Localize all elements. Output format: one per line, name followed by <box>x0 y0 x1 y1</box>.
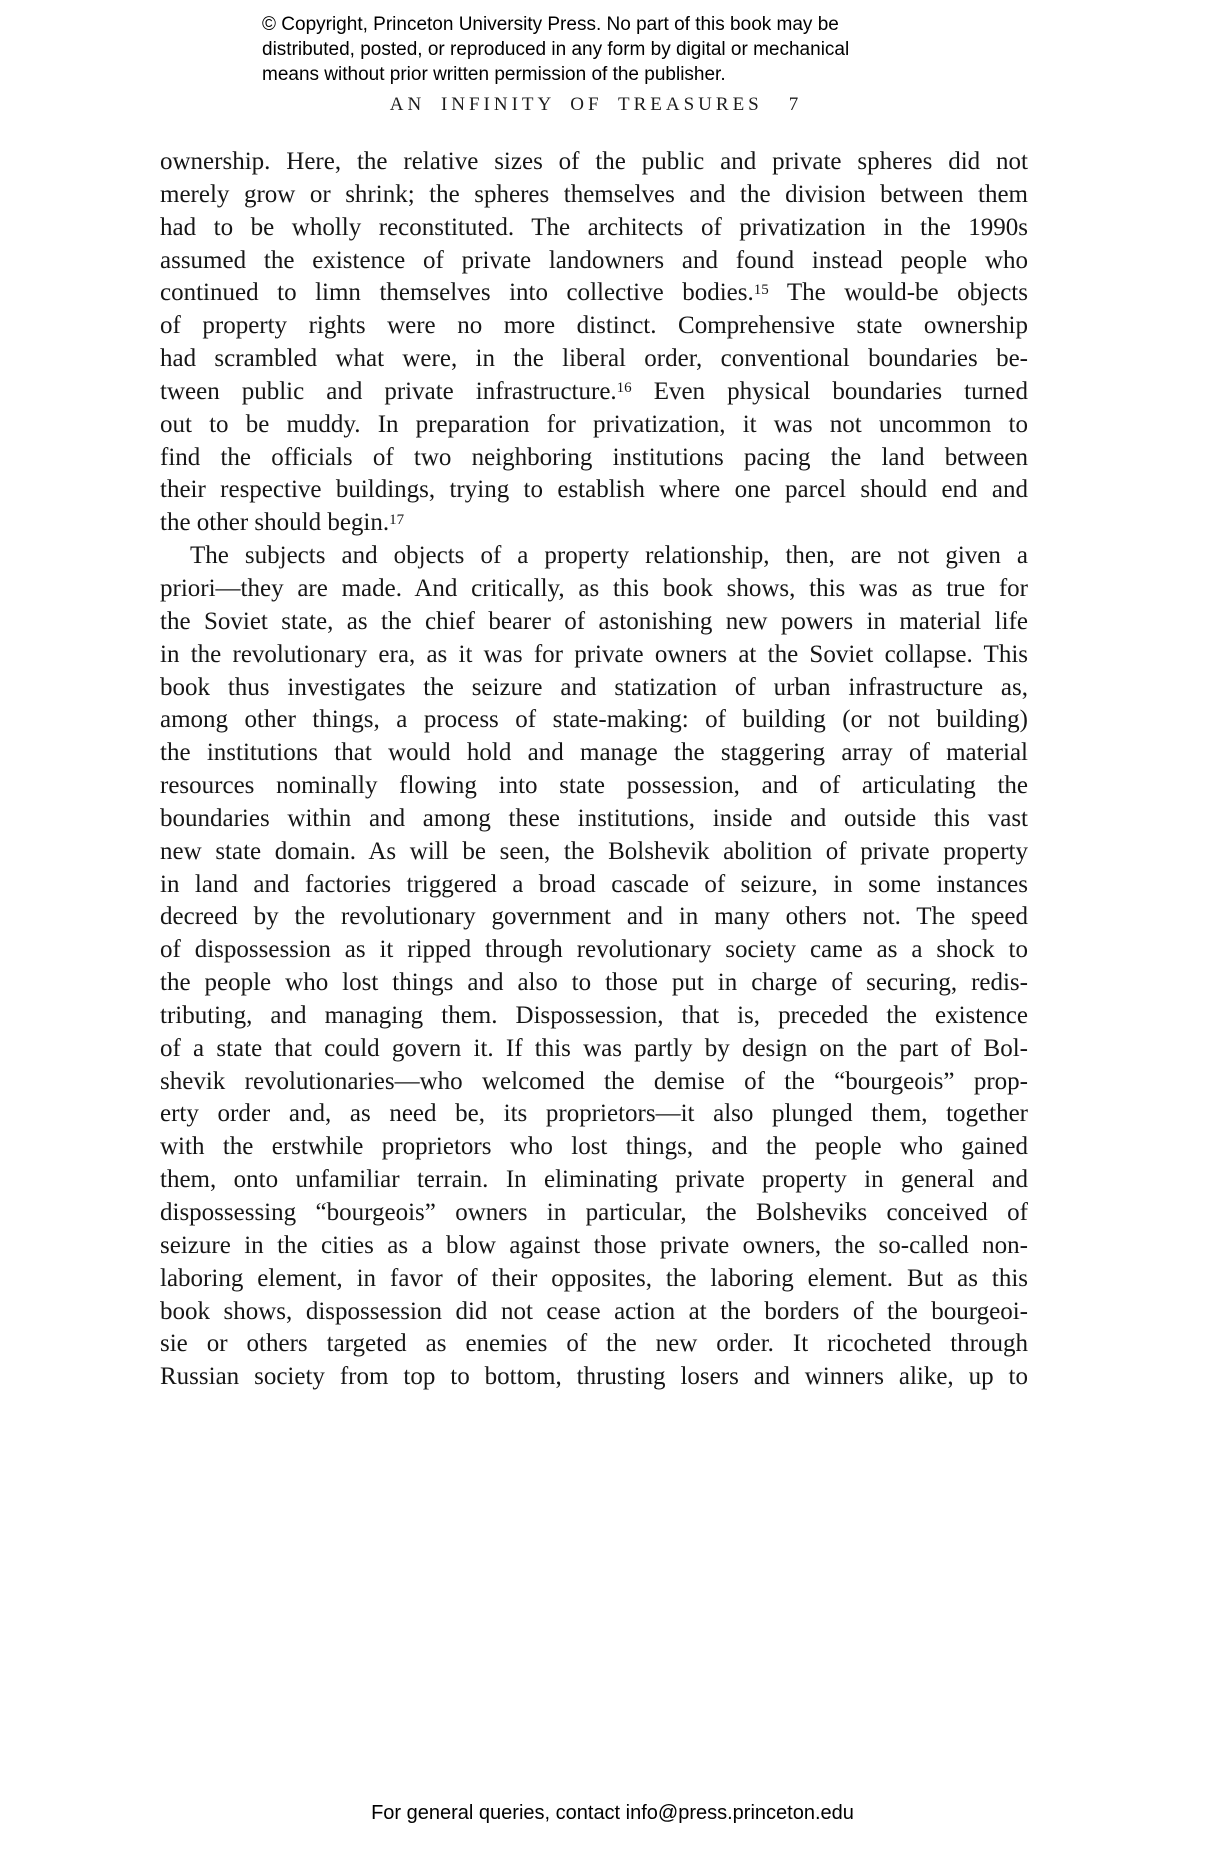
body-line: dispossessing “bourgeois” owners in particular, the Bolsheviks conceived of <box>160 1199 1028 1226</box>
body-line: new state domain. As will be seen, the Bolshevik abolition of private property <box>160 837 1028 865</box>
body-line: tributing, and managing them. Dispossession, that is, preceded the existence <box>160 1001 1028 1029</box>
body-line: tween public and private infrastructure.$^{16}$ Even physical boundaries turned <box>160 377 1028 405</box>
body-line: sie or others targeted as enemies of the new order. It ricocheted through <box>160 1330 1028 1358</box>
body-line: shevik revolutionaries—who welcomed the demise of the “bourgeois” prop- <box>160 1067 1028 1095</box>
body-line: priori—they are made. And critically, as this book shows, this was as true for <box>160 574 1028 602</box>
body-line: had scrambled what were, in the liberal order, conventional boundaries be- <box>160 345 1028 373</box>
footnote-reference: 15 <box>753 281 769 298</box>
body-line: had to be wholly reconstituted. The architects of privatization in the 1990s <box>160 213 1028 241</box>
body-line: of a state that could govern it. If this was partly by design on the part of Bol- <box>160 1034 1028 1062</box>
copyright-line: distributed, posted, or reproduced in any form by digital or mechanical <box>262 39 850 60</box>
body-line: decreed by the revolutionary government and in many others not. The speed <box>160 903 1028 931</box>
body-line: seizure in the cities as a blow against those private owners, the so-called non- <box>160 1231 1028 1259</box>
footnote-reference: 17 <box>389 511 405 528</box>
copyright-line: © Copyright, Princeton University Press. No part of this book may be <box>262 14 839 35</box>
page-number: 7 <box>788 94 799 115</box>
copyright-line: means without prior written permission of the publisher. <box>262 64 726 85</box>
footer-query-line: For general queries, contact info@press.princeton.edu <box>371 1802 854 1824</box>
body-line: the Soviet state, as the chief bearer of astonishing new powers in material life <box>160 607 1028 635</box>
body-line: assumed the existence of private landowners and found instead people who <box>160 246 1028 274</box>
body-line: with the erstwhile proprietors who lost things, and the people who gained <box>160 1133 1028 1161</box>
body-line: among other things, a process of state-making: of building (or not building) <box>160 706 1028 734</box>
body-line: the other should begin.$^{17}$ <box>160 509 405 537</box>
body-line: in land and factories triggered a broad cascade of seizure, in some instances <box>160 870 1028 898</box>
body-line: book thus investigates the seizure and statization of urban infrastructure as, <box>160 673 1028 701</box>
body-line: erty order and, as need be, its proprietors—it also plunged them, together <box>160 1100 1028 1128</box>
body-line: their respective buildings, trying to establish where one parcel should end and <box>160 476 1028 504</box>
body-line: of dispossession as it ripped through revolutionary society came as a shock to <box>160 936 1028 964</box>
body-line: resources nominally flowing into state possession, and of articulating the <box>160 772 1028 800</box>
body-line: Russian society from top to bottom, thrusting losers and winners alike, up to <box>160 1363 1028 1391</box>
body-line: find the officials of two neighboring institutions pacing the land between <box>160 443 1028 471</box>
footnote-reference: 16 <box>616 380 632 397</box>
body-line: The subjects and objects of a property relationship, then, are not given a <box>190 542 1028 570</box>
body-line: of property rights were no more distinct. Comprehensive state ownership <box>160 312 1028 340</box>
body-line: continued to limn themselves into collective bodies.$^{15}$ The would-be objects <box>160 279 1028 307</box>
body-line: out to be muddy. In preparation for privatization, it was not uncommon to <box>160 410 1028 438</box>
body-line: the people who lost things and also to those put in charge of securing, redis- <box>160 969 1028 997</box>
body-line: merely grow or shrink; the spheres themselves and the division between them <box>160 180 1028 208</box>
body-line: them, onto unfamiliar terrain. In eliminating private property in general and <box>160 1166 1028 1194</box>
body-line: in the revolutionary era, as it was for private owners at the Soviet collapse. This <box>160 640 1028 668</box>
body-text <box>160 146 1028 1394</box>
copyright-notice <box>262 12 962 87</box>
running-head <box>160 94 1028 116</box>
running-head-title: AN INFINITY OF TREASURES <box>389 94 763 115</box>
body-line: book shows, dispossession did not cease action at the borders of the bourgeoi- <box>160 1297 1028 1325</box>
body-line: the institutions that would hold and manage the staggering array of material <box>160 739 1028 767</box>
body-line: ownership. Here, the relative sizes of the public and private spheres did not <box>160 148 1028 175</box>
body-line: laboring element, in favor of their opposites, the laboring element. But as this <box>160 1264 1028 1292</box>
body-line: boundaries within and among these institutions, inside and outside this vast <box>160 804 1028 832</box>
